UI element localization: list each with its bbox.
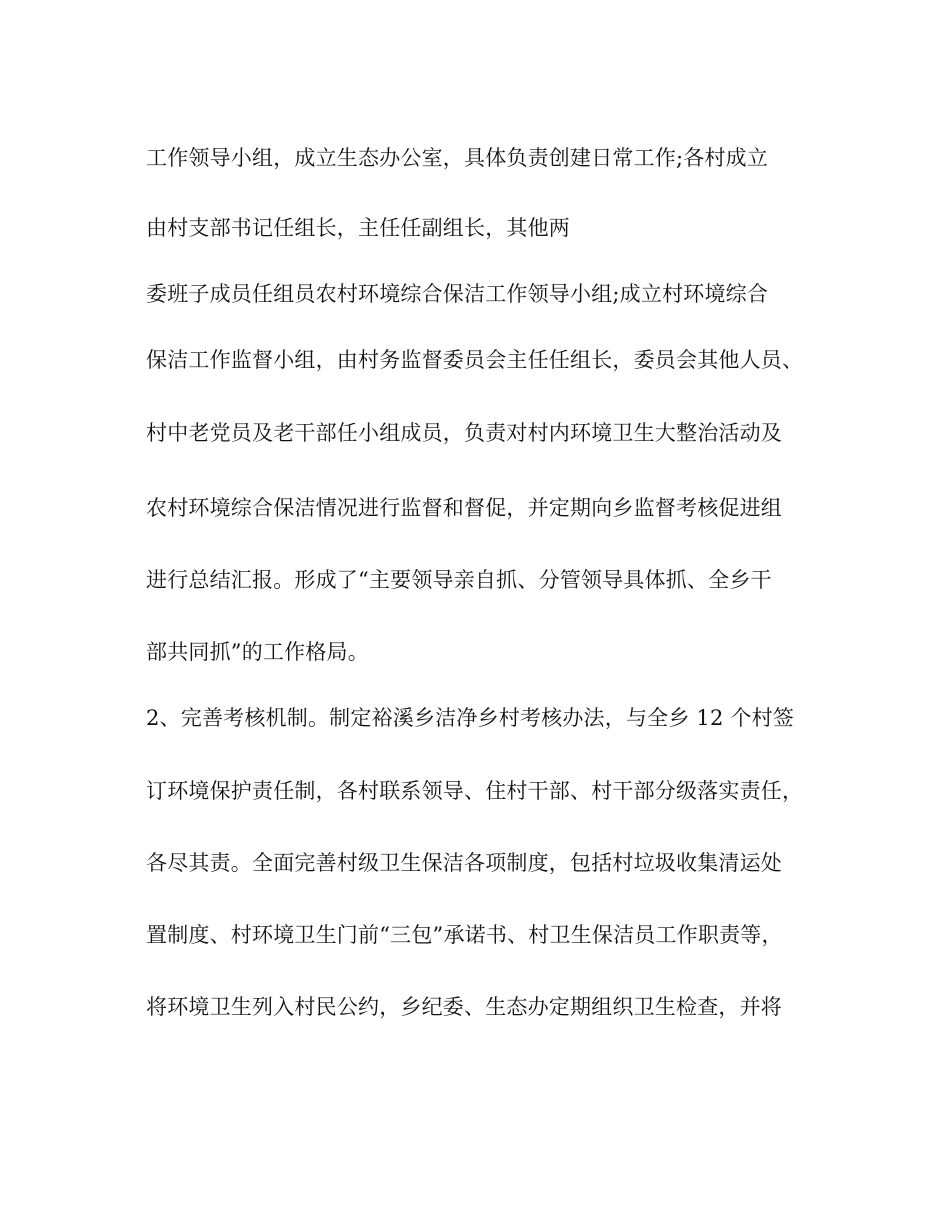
text-line: 置制度、村环境卫生门前“三包”承诺书、村卫生保洁员工作职责等， (146, 923, 783, 947)
text-line: 工作领导小组，成立生态办公室，具体负责创建日常工作;各村成立 (146, 146, 769, 170)
text-line: 由村支部书记任组长，主任任副组长，其他两 (146, 216, 570, 240)
text-line: 保洁工作监督小组，由村务监督委员会主任任组长，委员会其他人员、 (146, 348, 804, 372)
text-line: 将环境卫生列入村民公约，乡纪委、生态办定期组织卫生检查，并将 (146, 995, 782, 1019)
text-line: 各尽其责。全面完善村级卫生保洁各项制度，包括村垃圾收集清运处 (146, 851, 782, 875)
text-line: 2、完善考核机制。制定裕溪乡洁净乡村考核办法，与全乡 12 个村签 (146, 706, 795, 730)
text-line: 委班子成员任组员农村环境综合保洁工作领导小组;成立村环境综合 (146, 282, 769, 306)
text-line: 进行总结汇报。形成了“主要领导亲自抓、分管领导具体抓、全乡干 (146, 568, 772, 592)
text-line: 部共同抓”的工作格局。 (146, 640, 369, 664)
text-line: 农村环境综合保洁情况进行监督和督促，并定期向乡监督考核促进组 (146, 496, 782, 520)
text-line: 村中老党员及老干部任小组成员，负责对村内环境卫生大整治活动及 (146, 421, 782, 445)
text-line: 订环境保护责任制，各村联系领导、住村干部、村干部分级落实责任， (146, 779, 804, 803)
